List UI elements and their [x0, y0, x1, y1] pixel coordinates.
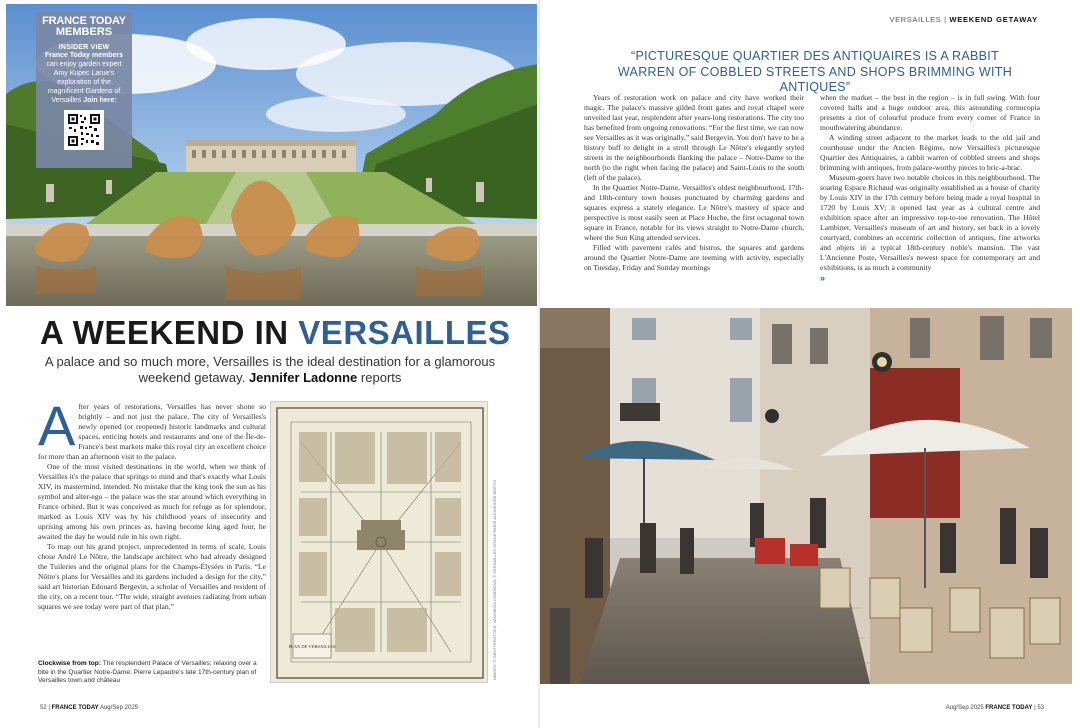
body-paragraph: In the Quartier Notre-Dame, Versailles's oldest neighbourhood, 17th- and 18th-century town houses punctuated by charming gardens and squares express a stately elegance. Le Nôtre's mastery of space and perspective is most easily seen at Place Hoche, the first octagonal town square in France, notable for its views straight to Notre-Dame church, where the Sun King attended services.: [584, 183, 804, 242]
body-paragraph: Years of restoration work on palace and city have worked their magic. The palace's massive gilded front gates and royal chapel were unveiled last year, resplendent after years-long restorations. The city too has benefited from ongoing renovations. “For the first time, we can now see Versailles as it was originally,” said Bergevin. You don't have to be a history buff to delight in a stroll through Le Nôtre's elegantly styled streets in the neighbourhoods flanking the palace – Notre-Dame to the north (to the right when facing the palace) and Saint-Louis to the south (left of the palace).: [584, 93, 804, 182]
members-brand-sub: MEMBERS: [55, 26, 113, 38]
photo-caption: [38, 660, 266, 686]
title-black: A WEEKEND IN: [40, 314, 289, 351]
article-title: [40, 314, 511, 352]
right-body-column-1: [584, 93, 804, 303]
left-page-number: 52: [40, 705, 47, 711]
join-here-label: Join here:: [83, 97, 117, 104]
left-folio-issue: Aug/Sep 2025: [99, 705, 138, 711]
standfirst: [40, 354, 500, 386]
right-folio-issue: Aug/Sep 2025: [945, 705, 984, 711]
left-folio: 52 | FRANCE TODAY Aug/Sep 2025: [40, 705, 138, 711]
pull-quote: “PICTURESQUE QUARTIER DES ANTIQUAIRES IS A RABBIT WARREN OF COBBLED STREETS AND SHOPS BRIMMING WITH ANTIQUES”: [617, 49, 1013, 94]
running-head: VERSAILLES | WEEKEND GETAWAY: [889, 15, 1038, 24]
left-folio-mag: FRANCE TODAY: [51, 705, 99, 711]
qr-code-icon[interactable]: [64, 110, 104, 150]
drop-cap: A: [38, 402, 76, 457]
right-body-column-2: [820, 93, 1040, 303]
running-section: VERSAILLES: [889, 15, 942, 24]
members-promo-box[interactable]: [36, 12, 132, 168]
body-paragraph: Filled with pavement cafés and bistros, the squares and gardens around the Quartier Notre-Dame are teeming with activity, especially on Tuesday, Friday and Sunday mornings: [584, 243, 804, 272]
members-description: [36, 51, 132, 105]
right-page: [540, 0, 1080, 728]
body-paragraph: Museum-goers have two notable choices in this neighbourhood. The soaring Espace Richaud was originally established as a house of charity by Louis XIV in the 17th century before being made a royal hospital in 1720 by Louis XV; it opened last year as a cultural centre and exhibition space after an impressive top-to-toe renovation. The Hôtel Lambinet, Versailles's museum of art and history, set back in a lovely courtyard, combines an eccentric collection of antiques, fine artworks and objets in a typical 18th-century noble's mansion. The vast L'Ancienne Poste, Versailles's newest space for contemporary art and exhibitions, is as much a community: [820, 173, 1040, 272]
photo-credit-text: IMAGES: © SHUTTERSTOCK; WIKIMEDIA COMMONS; © VERSAILLES GRAND PARIS ALEXANDRE BERTIN: [492, 479, 497, 680]
right-folio-mag: FRANCE TODAY: [985, 705, 1033, 711]
right-folio: Aug/Sep 2025 FRANCE TODAY | 53: [945, 705, 1044, 711]
members-brand: FRANCE TODAY: [42, 15, 126, 27]
author-name: Jennifer Ladonne: [248, 370, 358, 385]
standfirst-text: A palace and so much more, Versailles is the ideal destination for a glamorous weekend getaway.: [44, 354, 496, 385]
continue-arrow-icon: »: [820, 273, 826, 283]
cafe-street-photo: [540, 308, 1072, 684]
insider-view-label: INSIDER VIEW: [58, 44, 110, 51]
photo-credit: [492, 470, 500, 680]
running-title: WEEKEND GETAWAY: [949, 15, 1038, 24]
map-cartouche-title: PLAN DE VERSAILLES: [288, 644, 336, 649]
members-desc-text: can enjoy garden expert Amy Kupec Larue's exploration of the magnificent Gardens of Versailles: [46, 61, 122, 104]
body-paragraph: To map out his grand project, unprecedented in terms of scale, Louis chose André Le Nôtre, the landscape architect who had already designed the Tuileries and the original plans for the Champs-Élysées in Paris. “Le Nôtre's plans for Versailles and its gardens included a design for the city,” said art historian Edouard Bergevin, a scholar of Versailles and resident of the city, on a recent tour. “The wide, straight avenues radiating from urban squares we see today were part of that plan.”: [38, 542, 266, 611]
members-desc-bold: France Today members: [44, 52, 124, 59]
body-paragraph: fter years of restorations, Versailles has never shone so brightly – and not just the palace. The city of Versailles's newly opened (or reopened) historic landmarks and cultural spaces, enticing hotels and restaurants and one of the Île-de-France's best markets make this royal city an excellent choice for more than an afternoon visit to the palace.: [38, 402, 266, 461]
left-body-column: [38, 402, 266, 654]
caption-lead: Clockwise from top:: [38, 660, 102, 667]
versailles-plan-map: [270, 401, 488, 683]
body-paragraph: One of the most visited destinations in the world, when we think of Versailles it's the palace that springs to mind and that's exactly what Louis XIV, its mastermind, intended. No mistake that the king took the sun as his symbol and alter-ego – the palace was the star around which everything in France orbited. But it was conceived as much for refuge as for splendour, marked as Louis XIV was by his childhood years of insecurity and uprising among his own princes as, having become king aged four, he awaited the day he would rule in his own right.: [38, 462, 266, 541]
title-blue: VERSAILLES: [298, 314, 511, 351]
body-paragraph: A winding street adjacent to the market leads to the old jail and courthouse under the Ancien Régime, now Versailles's picturesque Quartier des Antiquaires, a rabbit warren of cobbled streets and shops brimming with antiques, from palace-worthy pieces to bric-a-brac.: [820, 133, 1040, 172]
standfirst-tail: reports: [360, 370, 402, 385]
body-paragraph: when the market – the best in the region – is in full swing. With four covered halls and a huge outdoor area, this astounding cornucopia presents a riot of colourful produce from every corner of France in mouthwatering abundance.: [820, 93, 1040, 132]
caption-text: The resplendent Palace of Versailles; relaxing over a bite in the Quartier Notre-Dame; Pierre Lepautre's late 17th-century plan of Versailles town and château: [38, 660, 257, 684]
right-page-number: 53: [1037, 705, 1044, 711]
